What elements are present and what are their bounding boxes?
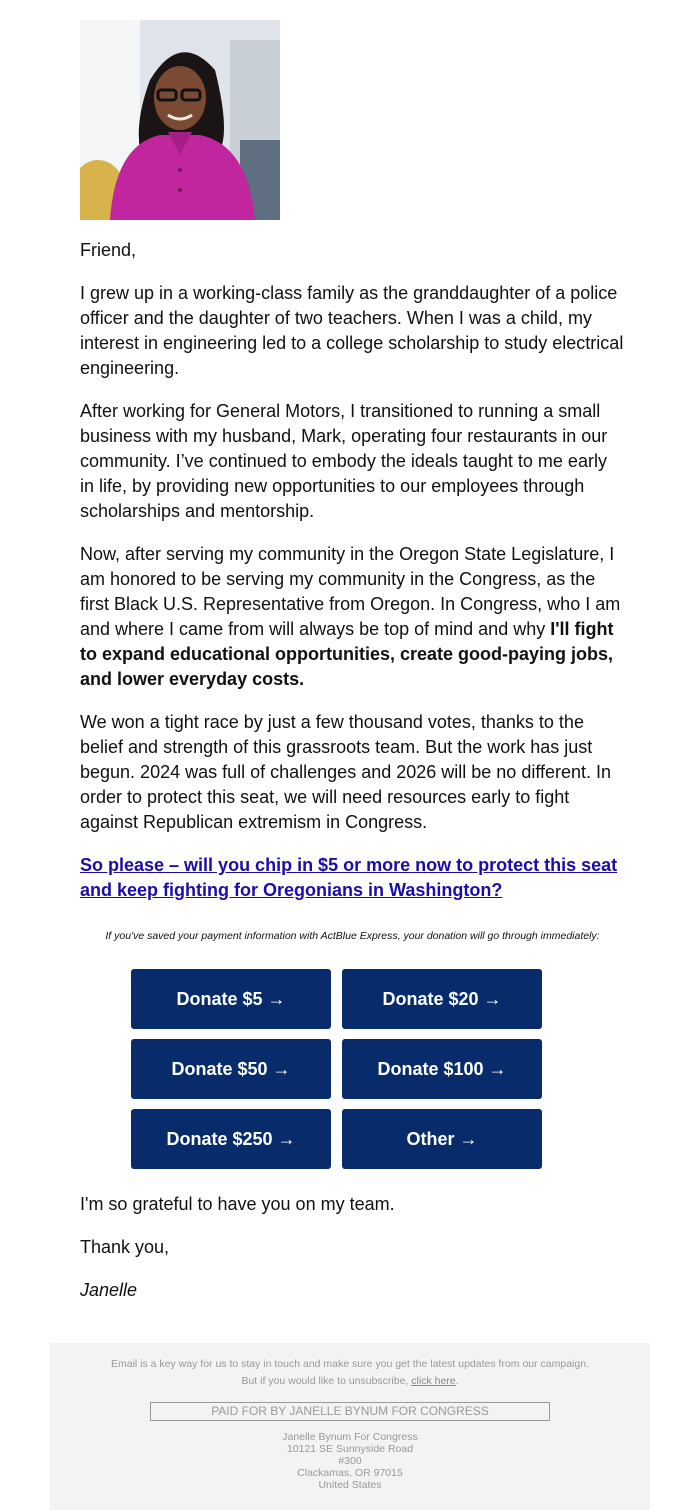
closing [80,1192,625,1321]
unsubscribe-suffix: . [455,1375,459,1387]
donate-100-button[interactable]: Donate $100 → [342,1039,542,1099]
actblue-notice: If you've saved your payment information with ActBlue Express, your donation will go through immediately: [105,930,600,942]
footer [50,1343,650,1510]
address-line: United States [318,1479,382,1491]
grateful-line: I'm so grateful to have you on my team. [80,1194,395,1214]
paragraph-congress-text: Now, after serving my community in the Oregon State Legislature, I am honored to be serving my community in the Congress, as the first Black U.S. Representative from Oregon. In Congress, who I am and where I came from will always be top of mind and why [80,544,621,639]
donate-20-button[interactable]: Donate $20 → [342,969,542,1029]
thanks-line: Thank you, [80,1237,170,1257]
donate-other-button[interactable]: Other → [342,1109,542,1169]
footer-unsubscribe-line [50,1373,650,1390]
paid-for-disclaimer: PAID FOR BY JANELLE BYNUM FOR CONGRESS [150,1402,550,1421]
candidate-photo [80,20,280,220]
address-line: #300 [338,1455,362,1467]
paragraph-upbringing: I grew up in a working-class family as the granddaughter of a police officer and the daughter of two teachers. When I was a child, my interest in engineering led to a college scholarship to study electrical engineering. [80,283,624,378]
unsubscribe-prefix: But if you would like to unsubscribe, [241,1375,412,1387]
donate-250-button[interactable]: Donate $250 → [131,1109,331,1169]
greeting: Friend, [80,240,137,260]
paragraph-congress-bold: I'll fight to expand educational opportunities, create good-paying jobs, and lower everyday costs. [80,619,614,689]
donate-50-button[interactable]: Donate $50 → [131,1039,331,1099]
address-line: Janelle Bynum For Congress [282,1431,418,1443]
address-line: 10121 SE Sunnyside Road [286,1443,414,1455]
paragraph-business: After working for General Motors, I transitioned to running a small business with my husband, Mark, operating four restaurants in our community. I’ve continued to embody the ideals taught to me early in life, by providing new opportunities to our employees through scholarships and mentorship. [80,401,608,521]
donation-ask-link[interactable]: So please – will you chip in $5 or more now to protect this seat and keep fighting for Oregonians in Washington? [80,855,618,900]
unsubscribe-link[interactable]: click here [411,1375,456,1387]
paragraph-congress [80,542,625,692]
donate-5-button[interactable]: Donate $5 → [131,969,331,1029]
donation-ask [80,853,625,903]
email-body [80,20,625,969]
paragraph-race: We won a tight race by just a few thousand votes, thanks to the belief and strength of this grassroots team. But the work has just begun. 2024 was full of challenges and 2026 will be no different. In order to protect this seat, we will need resources early to fight against Republican extremism in Congress. [80,712,612,832]
signature: Janelle [80,1280,138,1300]
footer-email-note: Email is a key way for us to stay in touch and make sure you get the latest updates from our campaign. [111,1358,589,1370]
mailing-address [50,1431,650,1491]
address-line: Clackamas, OR 97015 [297,1467,403,1479]
